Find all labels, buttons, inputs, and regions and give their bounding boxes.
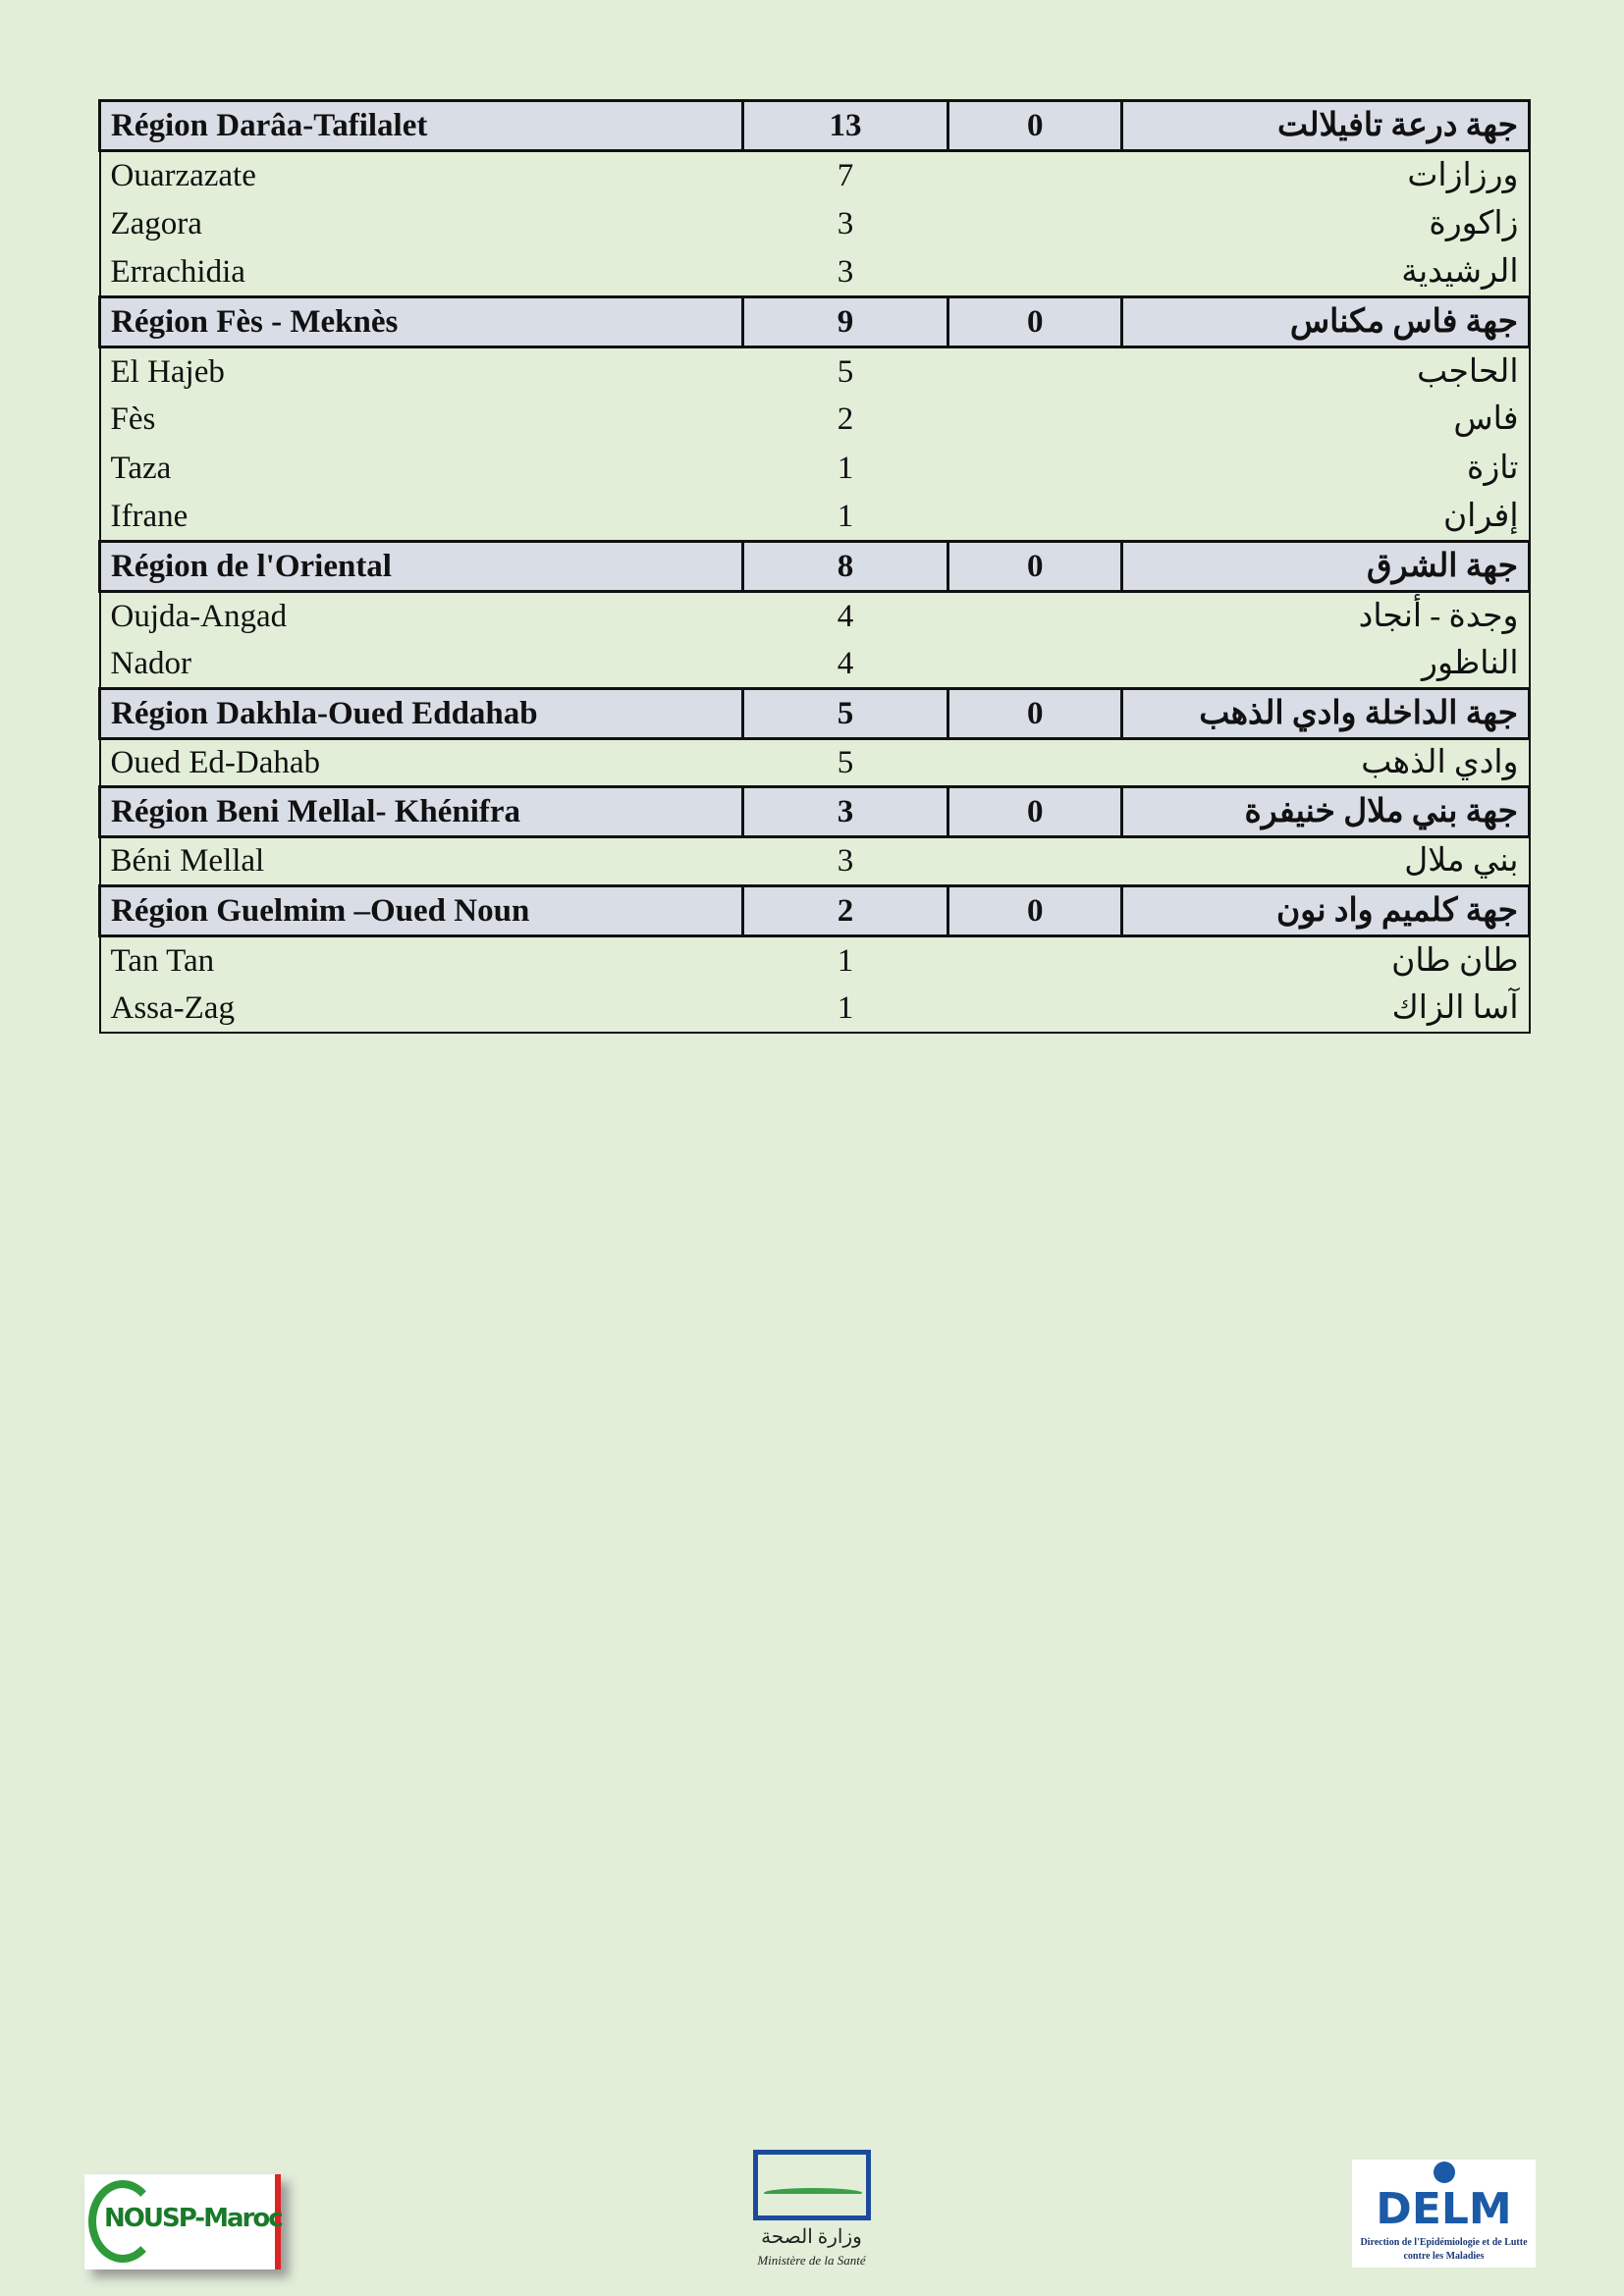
province-count: 1	[837, 498, 854, 534]
province-name-fr: Ifrane	[110, 498, 189, 534]
province-count: 3	[837, 843, 854, 880]
province-name-fr: Tan Tan	[110, 942, 215, 979]
province-empty	[948, 493, 1122, 542]
province-empty	[948, 444, 1122, 493]
province-empty	[948, 738, 1122, 787]
region-name-ar: جهة الشرق	[1122, 541, 1530, 591]
region-total: 13	[742, 101, 947, 151]
province-empty	[948, 935, 1122, 985]
province-name-ar: وجدة - أنجاد	[1358, 598, 1519, 634]
province-name-fr: Fès	[110, 401, 156, 438]
region-deaths: 0	[948, 688, 1122, 738]
province-name-ar: ورزازات	[1407, 158, 1519, 193]
province-count: 7	[837, 158, 854, 193]
province-name-ar: وادي الذهب	[1361, 744, 1519, 780]
region-name-ar: جهة فاس مكناس	[1122, 296, 1530, 347]
province-name-fr: Taza	[110, 450, 172, 486]
nousp-logo: NOUSP-Maroc	[84, 2174, 281, 2269]
province-empty	[948, 640, 1122, 689]
province-name-ar: آسا الزاك	[1391, 989, 1519, 1026]
province-name-ar: إفران	[1442, 498, 1519, 534]
region-row	[100, 296, 1530, 347]
region-deaths: 0	[948, 296, 1122, 347]
province-count: 3	[837, 205, 854, 241]
province-count: 4	[837, 645, 854, 681]
province-row	[100, 248, 1530, 297]
province-empty	[948, 985, 1122, 1034]
province-row	[100, 493, 1530, 542]
region-name-fr: Région Darâa-Tafilalet	[100, 101, 743, 151]
region-total: 8	[742, 541, 947, 591]
province-count: 4	[837, 598, 854, 634]
province-row	[100, 985, 1530, 1034]
province-empty	[948, 199, 1122, 248]
region-total: 9	[742, 296, 947, 347]
province-name-fr: Assa-Zag	[110, 989, 235, 1026]
region-name-fr: Région Dakhla-Oued Eddahab	[100, 688, 743, 738]
province-row	[100, 444, 1530, 493]
province-row	[100, 738, 1530, 787]
province-empty	[948, 837, 1122, 886]
region-name-ar: جهة درعة تافيلالت	[1122, 101, 1530, 151]
region-name-fr: Région Beni Mellal- Khénifra	[100, 787, 743, 837]
province-count: 1	[837, 450, 854, 486]
region-row	[100, 787, 1530, 837]
region-row	[100, 101, 1530, 151]
province-name-fr: Zagora	[110, 205, 202, 241]
province-name-ar: الناظور	[1422, 645, 1519, 681]
region-row	[100, 885, 1530, 935]
province-row	[100, 591, 1530, 640]
region-total: 5	[742, 688, 947, 738]
province-row	[100, 837, 1530, 886]
province-row	[100, 347, 1530, 396]
province-row	[100, 396, 1530, 445]
province-count: 1	[837, 989, 854, 1026]
province-empty	[948, 347, 1122, 396]
cases-table	[98, 99, 1531, 1034]
region-name-fr: Région de l'Oriental	[100, 541, 743, 591]
province-name-fr: Errachidia	[110, 253, 245, 290]
province-name-ar: بني ملال	[1404, 843, 1519, 880]
province-count: 2	[837, 401, 854, 438]
province-count: 5	[837, 353, 854, 390]
ministry-of-health-logo: وزارة الصحة Ministère de la Santé	[739, 2150, 884, 2269]
province-row	[100, 935, 1530, 985]
province-empty	[948, 396, 1122, 445]
province-name-fr: Béni Mellal	[110, 843, 265, 880]
province-name-fr: Ouarzazate	[110, 158, 256, 193]
region-name-fr: Région Fès - Meknès	[100, 296, 743, 347]
province-name-ar: زاكورة	[1429, 205, 1519, 241]
province-name-ar: الرشيدية	[1401, 253, 1519, 290]
province-name-fr: Oued Ed-Dahab	[110, 744, 321, 780]
region-row	[100, 688, 1530, 738]
province-count: 1	[837, 942, 854, 979]
province-row	[100, 640, 1530, 689]
province-empty	[948, 151, 1122, 200]
province-row	[100, 151, 1530, 200]
province-name-fr: Nador	[110, 645, 191, 681]
delm-logo: DELM Direction de l'Epidémiologie et de Lutte contre les Maladies	[1352, 2160, 1536, 2268]
province-empty	[948, 591, 1122, 640]
province-count: 3	[837, 253, 854, 290]
region-deaths: 0	[948, 101, 1122, 151]
province-name-ar: طان طان	[1391, 942, 1519, 979]
province-name-ar: تازة	[1467, 450, 1519, 486]
province-row	[100, 199, 1530, 248]
province-name-ar: الحاجب	[1417, 353, 1519, 390]
region-deaths: 0	[948, 787, 1122, 837]
region-name-ar: جهة الداخلة وادي الذهب	[1122, 688, 1530, 738]
region-total: 3	[742, 787, 947, 837]
region-name-ar: جهة كلميم واد نون	[1122, 885, 1530, 935]
province-count: 5	[837, 744, 854, 780]
province-name-fr: El Hajeb	[110, 353, 225, 390]
region-name-ar: جهة بني ملال خنيفرة	[1122, 787, 1530, 837]
region-name-fr: Région Guelmim –Oued Noun	[100, 885, 743, 935]
region-deaths: 0	[948, 541, 1122, 591]
province-name-ar: فاس	[1453, 401, 1519, 438]
region-total: 2	[742, 885, 947, 935]
region-row	[100, 541, 1530, 591]
region-deaths: 0	[948, 885, 1122, 935]
province-name-fr: Oujda-Angad	[110, 598, 288, 634]
province-empty	[948, 248, 1122, 297]
